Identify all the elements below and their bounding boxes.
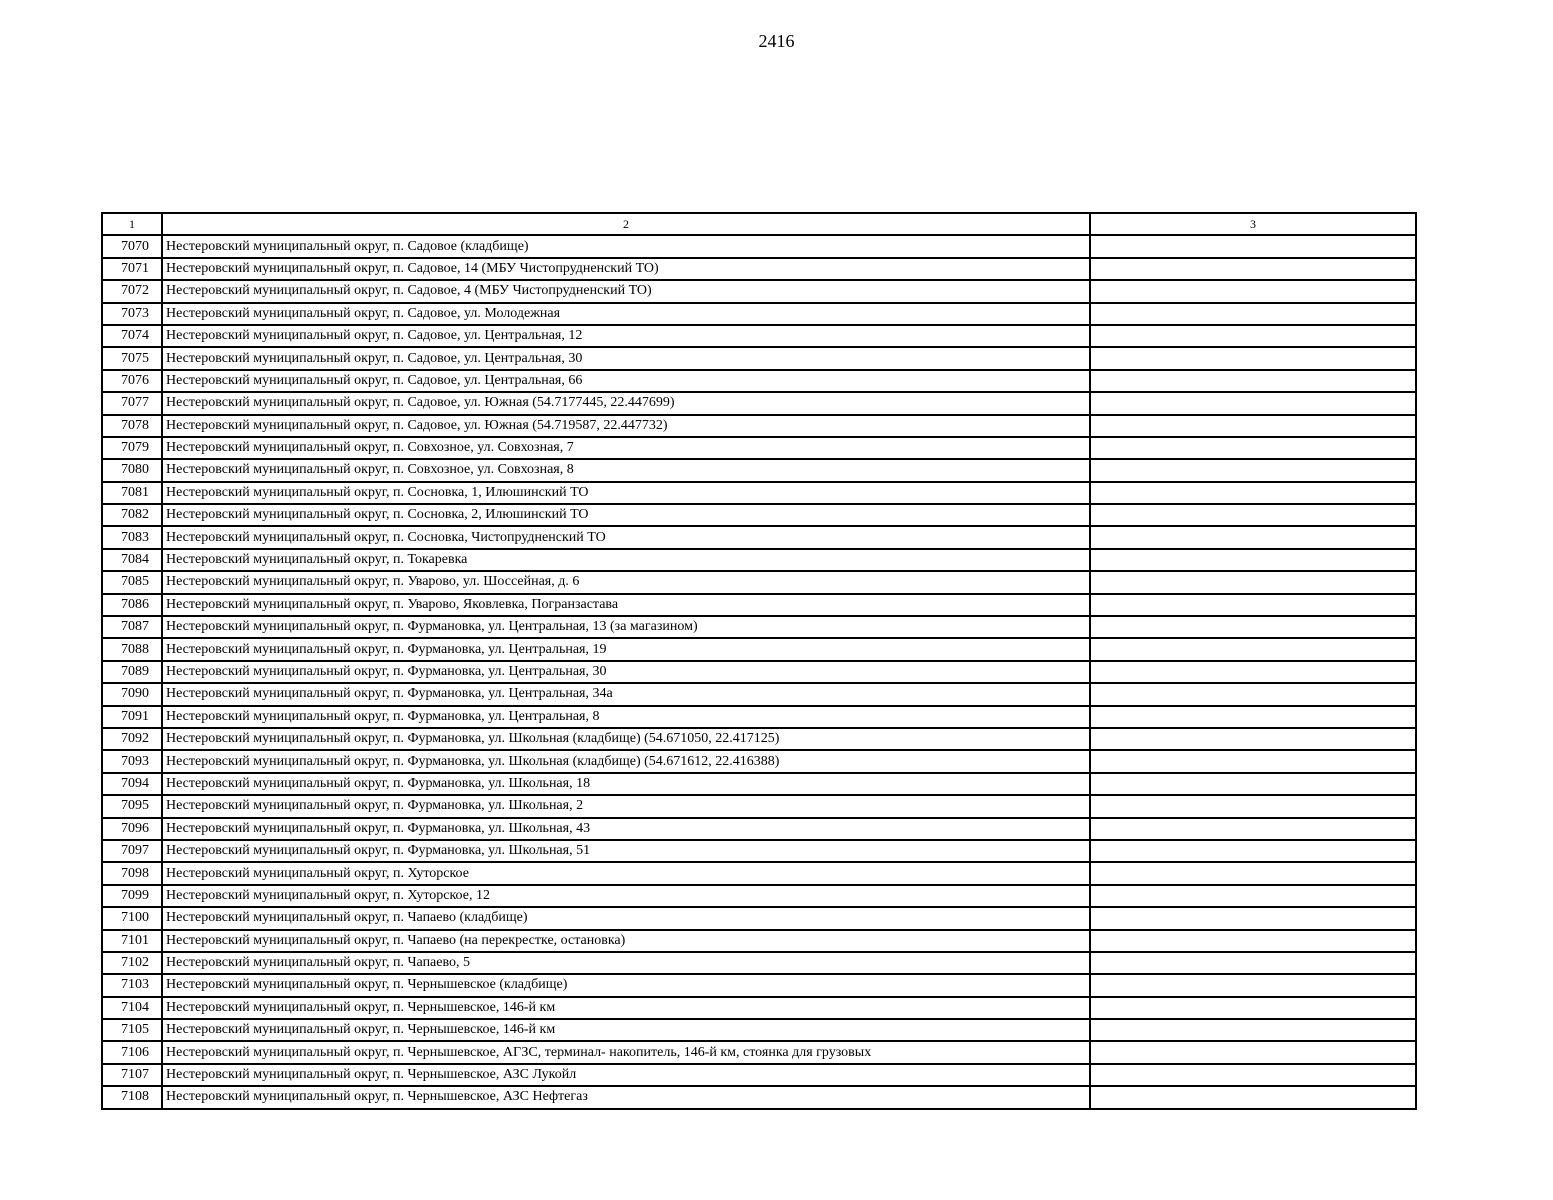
- table-row: [102, 235, 1416, 257]
- empty-cell: [1090, 1019, 1416, 1041]
- address-cell: Нестеровский муниципальный округ, п. Садовое, ул. Южная (54.719587, 22.447732): [162, 415, 1090, 437]
- empty-cell: [1090, 1064, 1416, 1086]
- empty-cell: [1090, 661, 1416, 683]
- table-row: [102, 952, 1416, 974]
- address-cell: Нестеровский муниципальный округ, п. Фурмановка, ул. Школьная (кладбище) (54.671050, 22.417125): [162, 728, 1090, 750]
- row-number-cell: 7094: [102, 773, 162, 795]
- row-number-cell: 7092: [102, 728, 162, 750]
- row-number-cell: 7097: [102, 840, 162, 862]
- row-number-cell: 7081: [102, 482, 162, 504]
- table-row: [102, 728, 1416, 750]
- table-row: [102, 638, 1416, 660]
- table-row: [102, 482, 1416, 504]
- row-number-cell: 7075: [102, 347, 162, 369]
- row-number-cell: 7104: [102, 997, 162, 1019]
- address-cell: Нестеровский муниципальный округ, п. Хуторское: [162, 862, 1090, 884]
- table-row: [102, 459, 1416, 481]
- table-row: [102, 571, 1416, 593]
- empty-cell: [1090, 258, 1416, 280]
- row-number-cell: 7106: [102, 1041, 162, 1063]
- empty-cell: [1090, 706, 1416, 728]
- empty-cell: [1090, 571, 1416, 593]
- address-cell: Нестеровский муниципальный округ, п. Чапаево, 5: [162, 952, 1090, 974]
- empty-cell: [1090, 1086, 1416, 1108]
- address-cell: Нестеровский муниципальный округ, п. Совхозное, ул. Совхозная, 7: [162, 437, 1090, 459]
- empty-cell: [1090, 1041, 1416, 1063]
- table-row: [102, 661, 1416, 683]
- row-number-cell: 7087: [102, 616, 162, 638]
- address-cell: Нестеровский муниципальный округ, п. Садовое, ул. Центральная, 66: [162, 370, 1090, 392]
- table-row: [102, 885, 1416, 907]
- table-row: [102, 930, 1416, 952]
- address-cell: Нестеровский муниципальный округ, п. Садовое, 4 (МБУ Чистопрудненский ТО): [162, 280, 1090, 302]
- row-number-cell: 7093: [102, 750, 162, 772]
- address-cell: Нестеровский муниципальный округ, п. Фурмановка, ул. Школьная, 18: [162, 773, 1090, 795]
- row-number-cell: 7073: [102, 303, 162, 325]
- table-row: [102, 795, 1416, 817]
- empty-cell: [1090, 437, 1416, 459]
- empty-cell: [1090, 415, 1416, 437]
- empty-cell: [1090, 840, 1416, 862]
- empty-cell: [1090, 549, 1416, 571]
- address-cell: Нестеровский муниципальный округ, п. Чернышевское, АЗС Нефтегаз: [162, 1086, 1090, 1108]
- address-cell: Нестеровский муниципальный округ, п. Сосновка, 2, Илюшинский ТО: [162, 504, 1090, 526]
- table-body: [102, 213, 1416, 1109]
- empty-cell: [1090, 526, 1416, 548]
- row-number-cell: 7079: [102, 437, 162, 459]
- address-cell: Нестеровский муниципальный округ, п. Уварово, ул. Шоссейная, д. 6: [162, 571, 1090, 593]
- column-header-1: 1: [102, 213, 162, 235]
- data-table: [101, 212, 1417, 1110]
- row-number-cell: 7105: [102, 1019, 162, 1041]
- table-header-row: [102, 213, 1416, 235]
- table-row: [102, 706, 1416, 728]
- address-cell: Нестеровский муниципальный округ, п. Фурмановка, ул. Центральная, 34а: [162, 683, 1090, 705]
- table-row: [102, 347, 1416, 369]
- table-row: [102, 773, 1416, 795]
- empty-cell: [1090, 347, 1416, 369]
- row-number-cell: 7102: [102, 952, 162, 974]
- page-number: 2416: [758, 31, 795, 51]
- address-cell: Нестеровский муниципальный округ, п. Садовое, ул. Центральная, 30: [162, 347, 1090, 369]
- column-header-2: 2: [162, 213, 1090, 235]
- address-cell: Нестеровский муниципальный округ, п. Садовое (кладбище): [162, 235, 1090, 257]
- row-number-cell: 7071: [102, 258, 162, 280]
- table-row: [102, 840, 1416, 862]
- address-cell: Нестеровский муниципальный округ, п. Фурмановка, ул. Центральная, 13 (за магазином): [162, 616, 1090, 638]
- address-cell: Нестеровский муниципальный округ, п. Уварово, Яковлевка, Погранзастава: [162, 594, 1090, 616]
- table-row: [102, 325, 1416, 347]
- address-cell: Нестеровский муниципальный округ, п. Фурмановка, ул. Школьная, 51: [162, 840, 1090, 862]
- row-number-cell: 7095: [102, 795, 162, 817]
- empty-cell: [1090, 303, 1416, 325]
- address-cell: Нестеровский муниципальный округ, п. Совхозное, ул. Совхозная, 8: [162, 459, 1090, 481]
- row-number-cell: 7101: [102, 930, 162, 952]
- table-row: [102, 549, 1416, 571]
- address-cell: Нестеровский муниципальный округ, п. Садовое, ул. Южная (54.7177445, 22.447699): [162, 392, 1090, 414]
- row-number-cell: 7076: [102, 370, 162, 392]
- row-number-cell: 7074: [102, 325, 162, 347]
- column-header-3: 3: [1090, 213, 1416, 235]
- empty-cell: [1090, 235, 1416, 257]
- table-row: [102, 616, 1416, 638]
- table-row: [102, 1064, 1416, 1086]
- address-cell: Нестеровский муниципальный округ, п. Садовое, ул. Молодежная: [162, 303, 1090, 325]
- table-row: [102, 750, 1416, 772]
- empty-cell: [1090, 482, 1416, 504]
- empty-cell: [1090, 795, 1416, 817]
- row-number-cell: 7082: [102, 504, 162, 526]
- row-number-cell: 7091: [102, 706, 162, 728]
- table-row: [102, 1041, 1416, 1063]
- row-number-cell: 7099: [102, 885, 162, 907]
- row-number-cell: 7085: [102, 571, 162, 593]
- empty-cell: [1090, 370, 1416, 392]
- address-cell: Нестеровский муниципальный округ, п. Фурмановка, ул. Школьная (кладбище) (54.671612, 22.416388): [162, 750, 1090, 772]
- row-number-cell: 7083: [102, 526, 162, 548]
- address-cell: Нестеровский муниципальный округ, п. Хуторское, 12: [162, 885, 1090, 907]
- empty-cell: [1090, 818, 1416, 840]
- address-cell: Нестеровский муниципальный округ, п. Фурмановка, ул. Центральная, 30: [162, 661, 1090, 683]
- row-number-cell: 7088: [102, 638, 162, 660]
- row-number-cell: 7070: [102, 235, 162, 257]
- table-row: [102, 997, 1416, 1019]
- empty-cell: [1090, 997, 1416, 1019]
- row-number-cell: 7089: [102, 661, 162, 683]
- address-cell: Нестеровский муниципальный округ, п. Чернышевское (кладбище): [162, 974, 1090, 996]
- empty-cell: [1090, 862, 1416, 884]
- empty-cell: [1090, 683, 1416, 705]
- address-cell: Нестеровский муниципальный округ, п. Чапаево (на перекрестке, остановка): [162, 930, 1090, 952]
- address-cell: Нестеровский муниципальный округ, п. Фурмановка, ул. Школьная, 2: [162, 795, 1090, 817]
- row-number-cell: 7086: [102, 594, 162, 616]
- table-row: [102, 974, 1416, 996]
- empty-cell: [1090, 638, 1416, 660]
- table-row: [102, 1019, 1416, 1041]
- table-row: [102, 370, 1416, 392]
- table-row: [102, 526, 1416, 548]
- address-cell: Нестеровский муниципальный округ, п. Фурмановка, ул. Школьная, 43: [162, 818, 1090, 840]
- address-cell: Нестеровский муниципальный округ, п. Сосновка, Чистопрудненский ТО: [162, 526, 1090, 548]
- empty-cell: [1090, 325, 1416, 347]
- table-row: [102, 280, 1416, 302]
- empty-cell: [1090, 974, 1416, 996]
- table-row: [102, 818, 1416, 840]
- empty-cell: [1090, 280, 1416, 302]
- address-cell: Нестеровский муниципальный округ, п. Токаревка: [162, 549, 1090, 571]
- table-row: [102, 1086, 1416, 1108]
- address-cell: Нестеровский муниципальный округ, п. Чернышевское, 146-й км: [162, 997, 1090, 1019]
- address-cell: Нестеровский муниципальный округ, п. Чернышевское, АЗС Лукойл: [162, 1064, 1090, 1086]
- row-number-cell: 7090: [102, 683, 162, 705]
- empty-cell: [1090, 459, 1416, 481]
- table-row: [102, 258, 1416, 280]
- table-row: [102, 415, 1416, 437]
- address-cell: Нестеровский муниципальный округ, п. Чапаево (кладбище): [162, 907, 1090, 929]
- empty-cell: [1090, 930, 1416, 952]
- empty-cell: [1090, 728, 1416, 750]
- empty-cell: [1090, 773, 1416, 795]
- table-row: [102, 303, 1416, 325]
- table-row: [102, 907, 1416, 929]
- table-row: [102, 862, 1416, 884]
- empty-cell: [1090, 504, 1416, 526]
- address-cell: Нестеровский муниципальный округ, п. Фурмановка, ул. Центральная, 19: [162, 638, 1090, 660]
- address-cell: Нестеровский муниципальный округ, п. Садовое, ул. Центральная, 12: [162, 325, 1090, 347]
- table-row: [102, 504, 1416, 526]
- row-number-cell: 7098: [102, 862, 162, 884]
- address-cell: Нестеровский муниципальный округ, п. Сосновка, 1, Илюшинский ТО: [162, 482, 1090, 504]
- empty-cell: [1090, 616, 1416, 638]
- address-cell: Нестеровский муниципальный округ, п. Садовое, 14 (МБУ Чистопрудненский ТО): [162, 258, 1090, 280]
- empty-cell: [1090, 907, 1416, 929]
- row-number-cell: 7080: [102, 459, 162, 481]
- table-row: [102, 594, 1416, 616]
- row-number-cell: 7078: [102, 415, 162, 437]
- empty-cell: [1090, 392, 1416, 414]
- row-number-cell: 7084: [102, 549, 162, 571]
- row-number-cell: 7100: [102, 907, 162, 929]
- empty-cell: [1090, 594, 1416, 616]
- empty-cell: [1090, 750, 1416, 772]
- row-number-cell: 7096: [102, 818, 162, 840]
- table-row: [102, 683, 1416, 705]
- address-cell: Нестеровский муниципальный округ, п. Чернышевское, 146-й км: [162, 1019, 1090, 1041]
- address-cell: Нестеровский муниципальный округ, п. Чернышевское, АГЗС, терминал- накопитель, 146-й км, стоянка для грузовых: [162, 1041, 1090, 1063]
- row-number-cell: 7108: [102, 1086, 162, 1108]
- table-row: [102, 437, 1416, 459]
- row-number-cell: 7077: [102, 392, 162, 414]
- empty-cell: [1090, 885, 1416, 907]
- row-number-cell: 7072: [102, 280, 162, 302]
- row-number-cell: 7103: [102, 974, 162, 996]
- address-cell: Нестеровский муниципальный округ, п. Фурмановка, ул. Центральная, 8: [162, 706, 1090, 728]
- row-number-cell: 7107: [102, 1064, 162, 1086]
- empty-cell: [1090, 952, 1416, 974]
- table-row: [102, 392, 1416, 414]
